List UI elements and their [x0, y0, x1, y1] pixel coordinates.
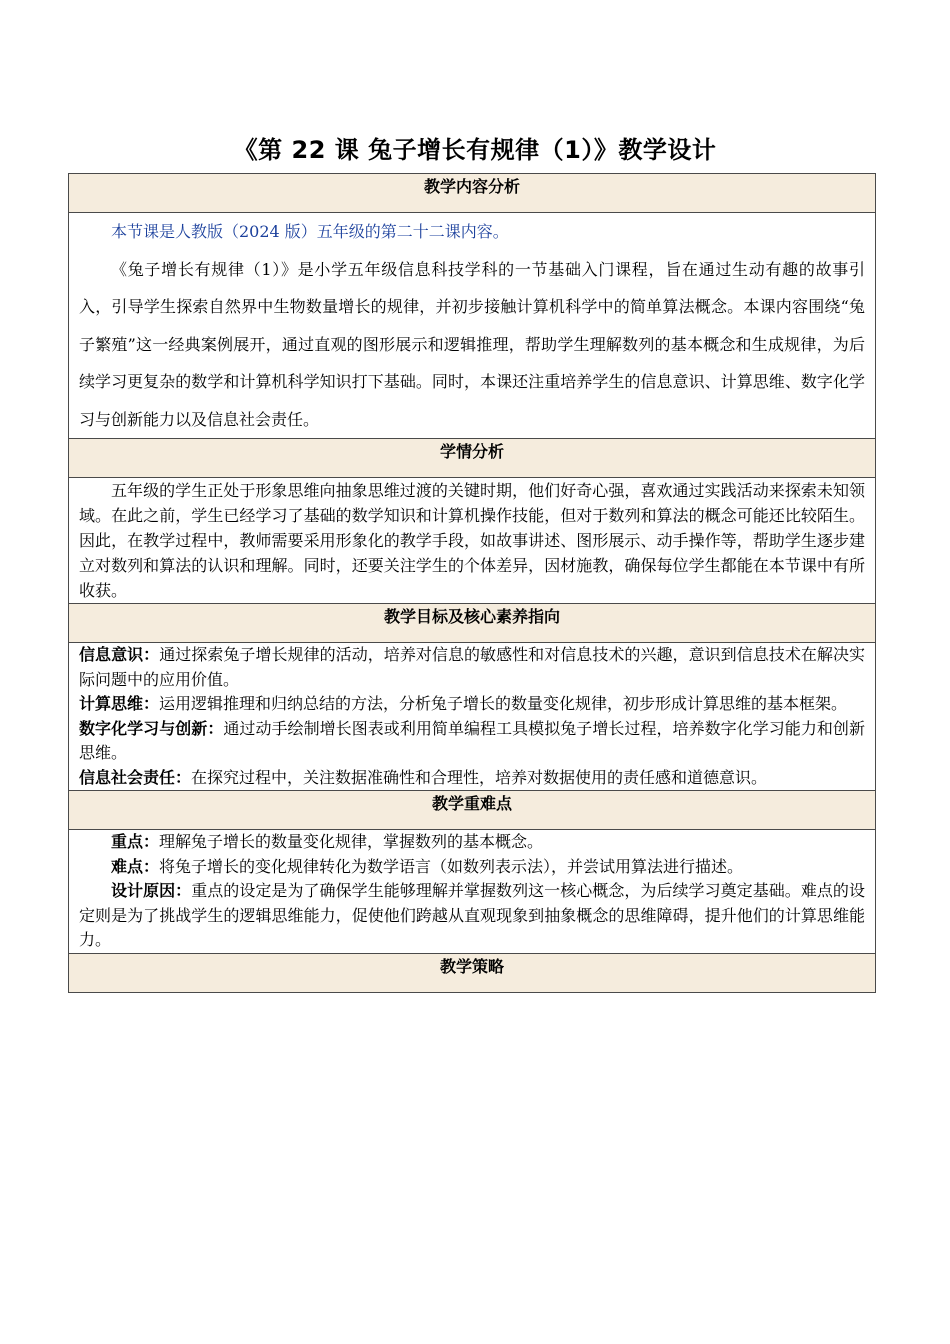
objective-text: 通过探索兔子增长规律的活动，培养对信息的敏感性和对信息技术的兴趣，意识到信息技术在解决实际问题中的应用价值。 [79, 645, 865, 689]
learner-body: 五年级的学生正处于形象思维向抽象思维过渡的关键时期，他们好奇心强，喜欢通过实践活动来探索未知领域。在此之前，学生已经学习了基础的数学知识和计算机操作技能，但对于数列和算法的概念可能还比较陌生。因此，在教学过程中，教师需要采用形象化的教学手段，如故事讲述、图形展示、动手操作等，帮助学生逐步建立对数列和算法的认识和理解。同时，还要关注学生的个体差异，因材施教，确保每位学生都能在本节课中有所收获。 [79, 481, 865, 600]
key-point-text: 理解兔子增长的数量变化规律，掌握数列的基本概念。 [159, 832, 544, 851]
objective-text: 运用逻辑推理和归纳总结的方法，分析兔子增长的数量变化规律，初步形成计算思维的基本框架。 [159, 694, 848, 713]
section-header-key-points: 教学重难点 [69, 791, 876, 830]
key-point-item [79, 879, 865, 953]
objective-label: 数字化学习与创新： [79, 718, 224, 738]
section-header-objectives: 教学目标及核心素养指向 [69, 604, 876, 643]
objective-item [79, 717, 865, 766]
objective-item [79, 766, 865, 791]
section-header-strategy: 教学策略 [69, 953, 876, 992]
objective-label: 信息社会责任： [79, 767, 192, 787]
objective-label: 计算思维： [79, 694, 160, 713]
key-point-label: 设计原因： [111, 881, 192, 900]
page-title: 《第 22 课 兔子增长有规律（1）》教学设计 [233, 136, 717, 164]
key-point-item [79, 830, 865, 855]
objective-text: 在探究过程中，关注数据准确性和合理性，培养对数据使用的责任感和道德意识。 [191, 767, 768, 787]
key-point-label: 重点： [111, 832, 160, 851]
objective-label: 信息意识： [79, 645, 160, 664]
lesson-plan-table [68, 173, 876, 993]
objective-item [79, 643, 865, 692]
key-point-item [79, 855, 865, 880]
content-body: 《兔子增长有规律（1）》是小学五年级信息科技学科的一节基础入门课程，旨在通过生动有趣的故事引入，引导学生探索自然界中生物数量增长的规律，并初步接触计算机科学中的简单算法概念。本课内容围绕“兔子繁殖”这一经典案例展开，通过直观的图形展示和逻辑推理，帮助学生理解数列的基本概念和生成规律，为后续学习更复杂的数学和计算机科学知识打下基础。同时，本课还注重培养学生的信息意识、计算思维、数字化学习与创新能力以及信息社会责任。 [79, 259, 865, 429]
objective-text: 通过动手绘制增长图表或利用简单编程工具模拟兔子增长过程，培养数字化学习能力和创新思维。 [79, 718, 865, 762]
section-header-learner-analysis: 学情分析 [69, 439, 876, 478]
section-body-learner-analysis [69, 478, 876, 604]
key-point-text: 重点的设定是为了确保学生能够理解并掌握数列这一核心概念，为后续学习奠定基础。难点的设定则是为了挑战学生的逻辑思维能力，促使他们跨越从直观现象到抽象概念的思维障碍，提升他们的计算思维能力。 [79, 881, 865, 949]
section-body-key-points [69, 830, 876, 954]
section-body-objectives [69, 643, 876, 791]
content-intro: 本节课是人教版（2024 版）五年级的第二十二课内容。 [111, 222, 509, 241]
key-point-text: 将兔子增长的变化规律转化为数学语言（如数列表示法），并尝试用算法进行描述。 [159, 856, 744, 876]
section-header-content-analysis: 教学内容分析 [69, 174, 876, 213]
key-point-label: 难点： [111, 856, 160, 876]
section-body-content-analysis [69, 213, 876, 439]
objective-item [79, 692, 865, 717]
